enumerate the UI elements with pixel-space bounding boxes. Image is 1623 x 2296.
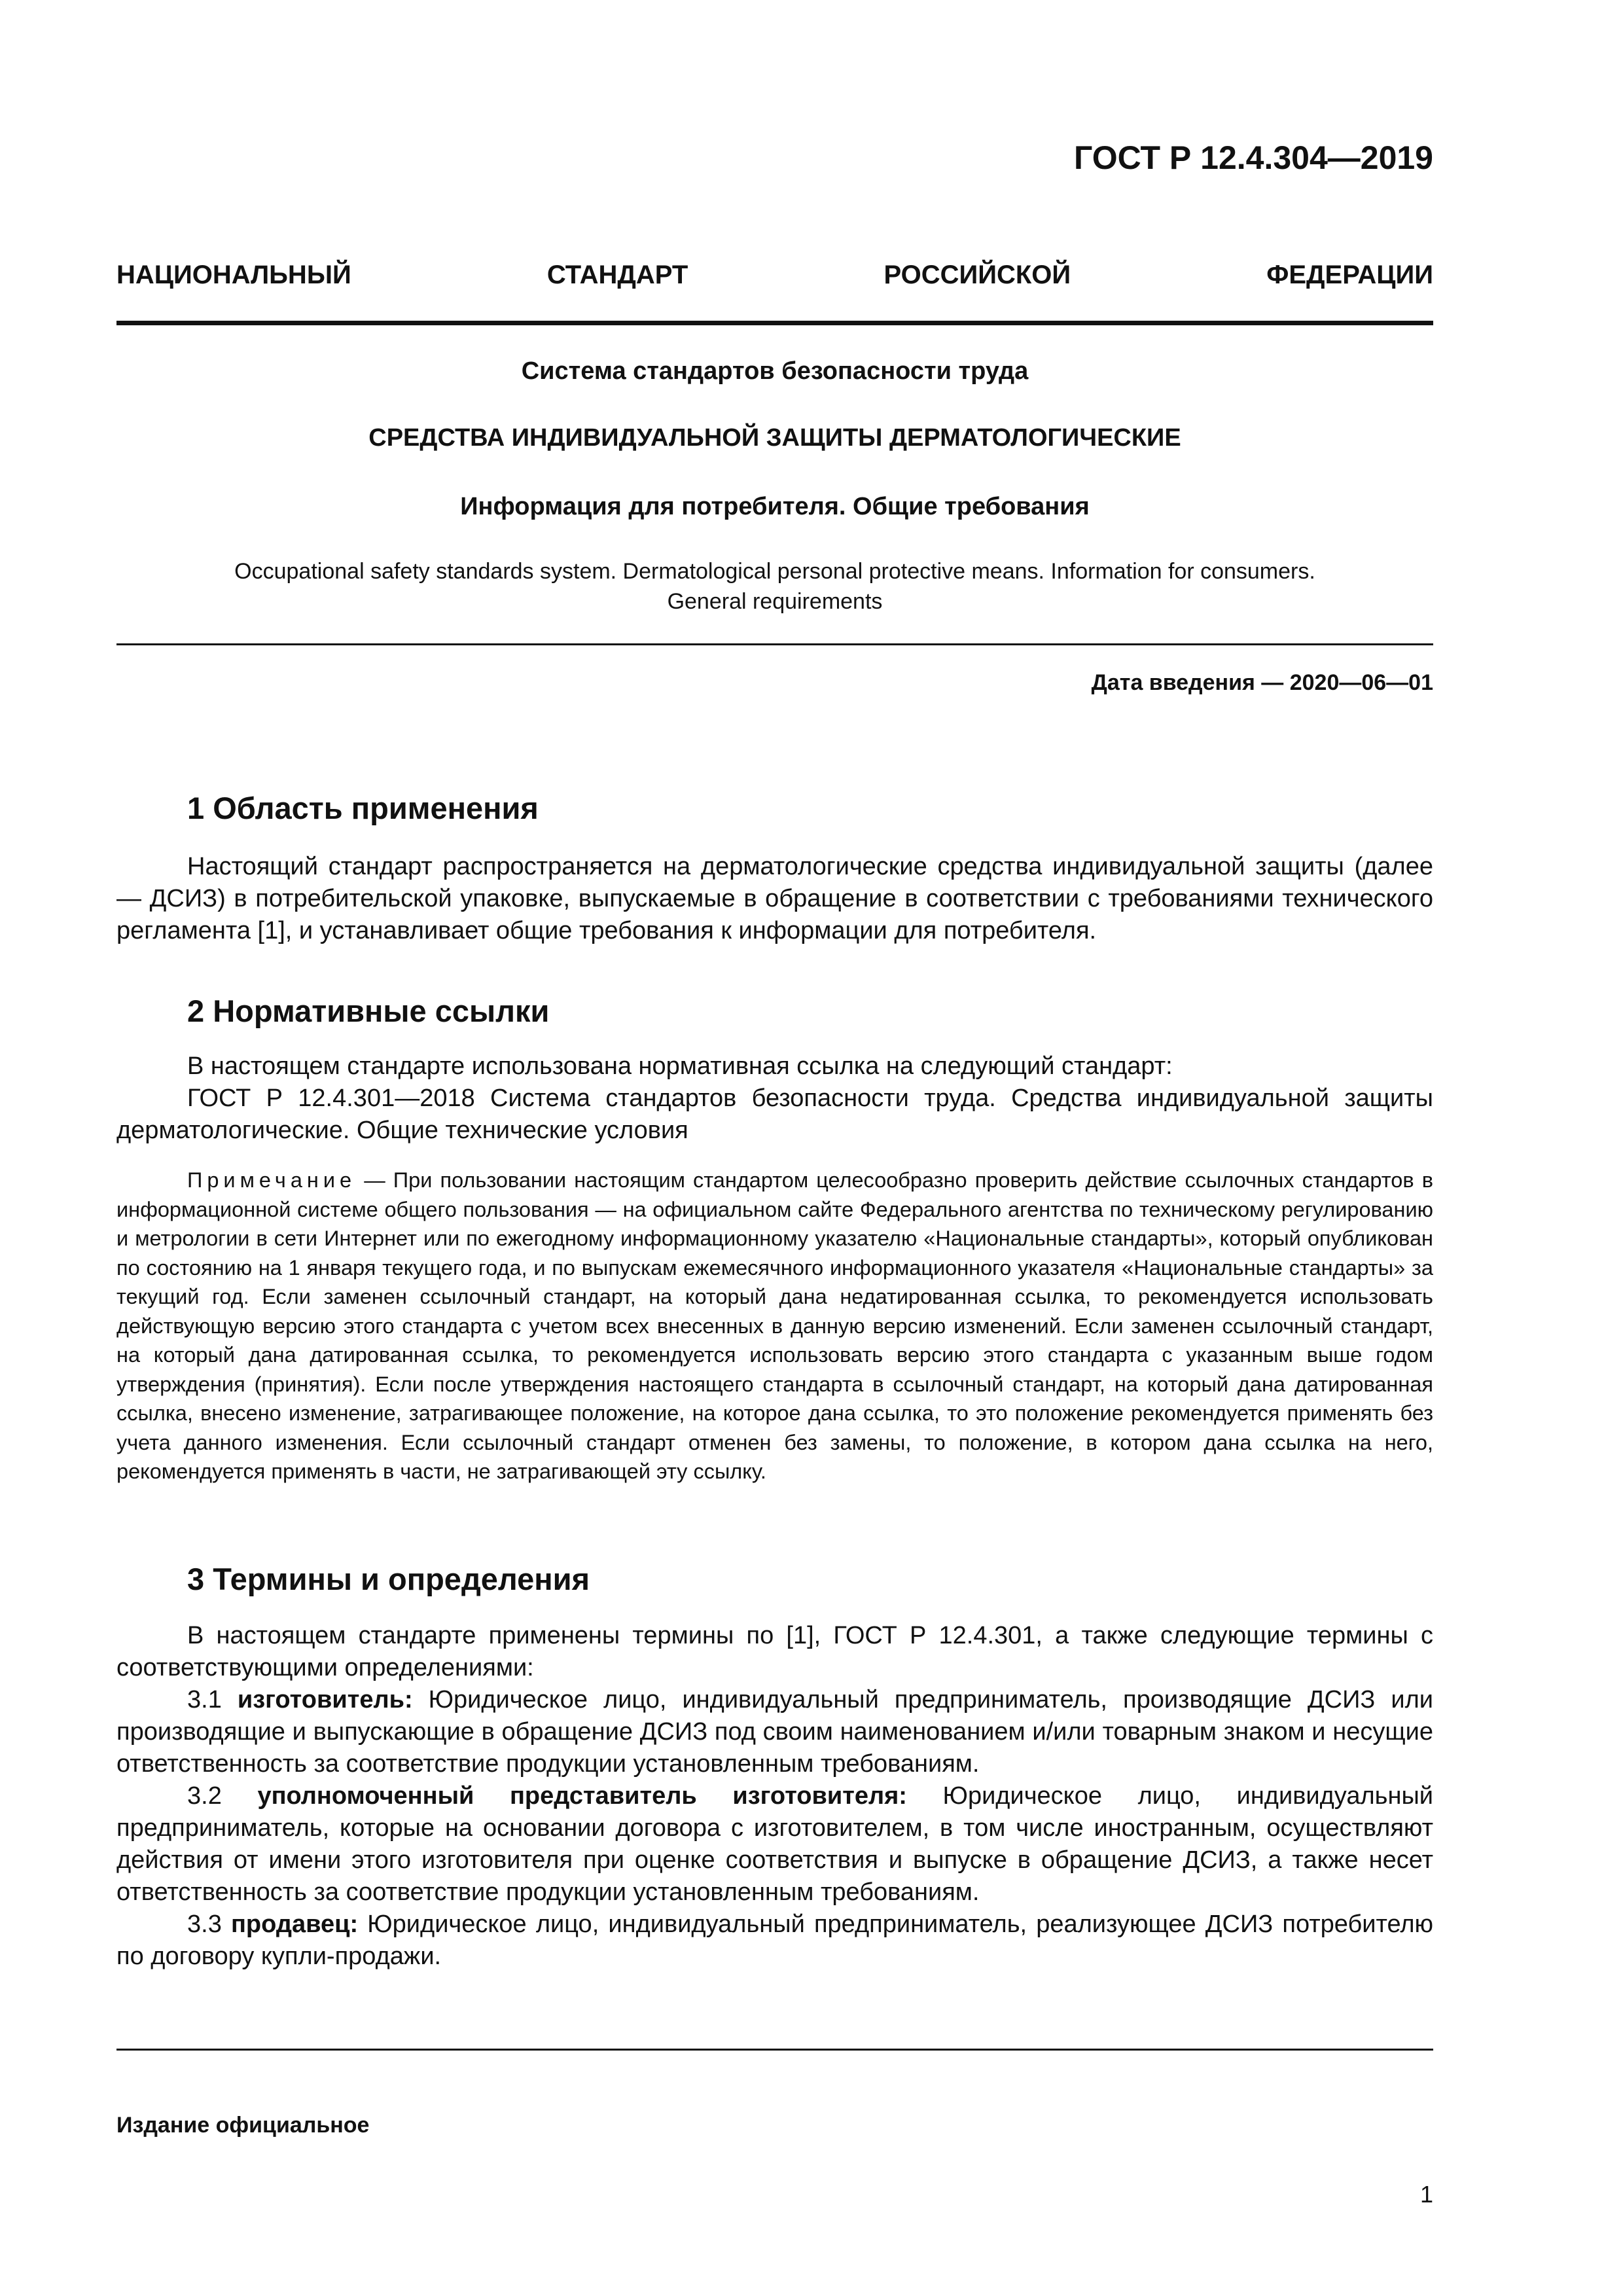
english-title-line2: General requirements	[667, 589, 883, 614]
term-name: уполномоченный представитель изготовителя:	[257, 1782, 907, 1810]
term-definition: Юридическое лицо, индивидуальный предприниматель, реализующее ДСИЗ потребителю по договору купли-продажи.	[116, 1910, 1433, 1970]
header-rule	[116, 321, 1433, 325]
term-name: изготовитель:	[237, 1686, 413, 1713]
term-3-3	[116, 1909, 1433, 1973]
section-1-text: Настоящий стандарт распространяется на дерматологические средства индивидуальной защиты (далее — ДСИЗ) в потребительской упаковке, выпускаемые в обращение в соответствии с требованиями технического регламента [1], и устанавливает общие требования к информации для потребителя.	[116, 853, 1433, 944]
footer-rule	[116, 2049, 1433, 2051]
official-edition-label: Издание официальное	[116, 2113, 370, 2138]
english-title	[116, 556, 1433, 617]
term-name: продавец:	[230, 1910, 359, 1938]
english-title-line1: Occupational safety standards system. Dermatological personal protective means. Information for consumers.	[234, 559, 1315, 584]
subtitle: Информация для потребителя. Общие требования	[460, 493, 1090, 520]
page-number: 1	[1419, 2181, 1433, 2208]
national-standard-banner: НАЦИОНАЛЬНЫЙ СТАНДАРТ РОССИЙСКОЙ ФЕДЕРАЦИИ	[116, 260, 1433, 289]
section-1-heading: 1 Область применения	[187, 791, 539, 825]
note-label: Примечание	[187, 1168, 357, 1192]
note-text: — При пользовании настоящим стандартом целесообразно проверить действие ссылочных стандартов в информационной системе общего пользования — на официальном сайте Федерального агентства по техническому регулированию и метрологии в сети Интернет или по ежегодному информационному указателю «Национальные стандарты», который опубликован по состоянию на 1 января текущего года, и по выпускам ежемесячного информационного указателя «Национальные стандарты» за текущий год. Если заменен ссылочный стандарт, на который дана недатированная ссылка, то рекомендуется использовать действующую версию этого стандарта с учетом всех внесенных в данную версию изменений. Если заменен ссылочный стандарт, на который дана датированная ссылка, то рекомендуется использовать версию этого стандарта с указанным выше годом утверждения (принятия). Если после утверждения настоящего стандарта в ссылочный стандарт, на который дана датированная ссылка, внесено изменение, затрагивающее положение, на которое дана ссылка, то это положение рекомендуется применять без учета данного изменения. Если ссылочный стандарт отменен без замены, то положение, в котором дана ссылка на него, рекомендуется применять в части, не затрагивающей эту ссылку.	[116, 1168, 1433, 1483]
section-2-intro: В настоящем стандарте использована нормативная ссылка на следующий стандарт:	[187, 1052, 1173, 1080]
term-number: 3.1	[187, 1686, 238, 1713]
term-definition: Юридическое лицо, индивидуальный предприниматель, которые на основании договора с изготовителем, в том числе иностранным, осуществляют действия от имени этого изготовителя при оценке соответствия и выпуске в обращение ДСИЗ, а также несет ответственность за соответствие продукции установленным требованиям.	[116, 1782, 1433, 1906]
term-3-1	[116, 1684, 1433, 1780]
term-definition: Юридическое лицо, индивидуальный предприниматель, производящие ДСИЗ или производящие и выпускающие в обращение ДСИЗ под своим наименованием и/или товарным знаком и несущие ответственность за соответствие продукции установленным требованиям.	[116, 1686, 1433, 1778]
section-3-intro: В настоящем стандарте применены термины по [1], ГОСТ Р 12.4.301, а также следующие термины с соответствующими определениями:	[116, 1622, 1433, 1681]
term-3-2	[116, 1780, 1433, 1909]
introduction-date: Дата введения — 2020—06—01	[1091, 670, 1433, 695]
title-rule	[116, 643, 1433, 645]
term-number: 3.2	[187, 1782, 258, 1810]
section-2-note	[116, 1166, 1433, 1486]
document-code: ГОСТ Р 12.4.304—2019	[1074, 139, 1433, 176]
section-3-heading: 3 Термины и определения	[187, 1562, 590, 1596]
section-2-reference: ГОСТ Р 12.4.301—2018 Система стандартов безопасности труда. Средства индивидуальной защиты дерматологические. Общие технические условия	[116, 1085, 1433, 1144]
term-number: 3.3	[187, 1910, 231, 1938]
main-title: СРЕДСТВА ИНДИВИДУАЛЬНОЙ ЗАЩИТЫ ДЕРМАТОЛОГИЧЕСКИЕ	[368, 424, 1181, 452]
section-2-heading: 2 Нормативные ссылки	[187, 994, 550, 1028]
system-title: Система стандартов безопасности труда	[521, 357, 1029, 385]
